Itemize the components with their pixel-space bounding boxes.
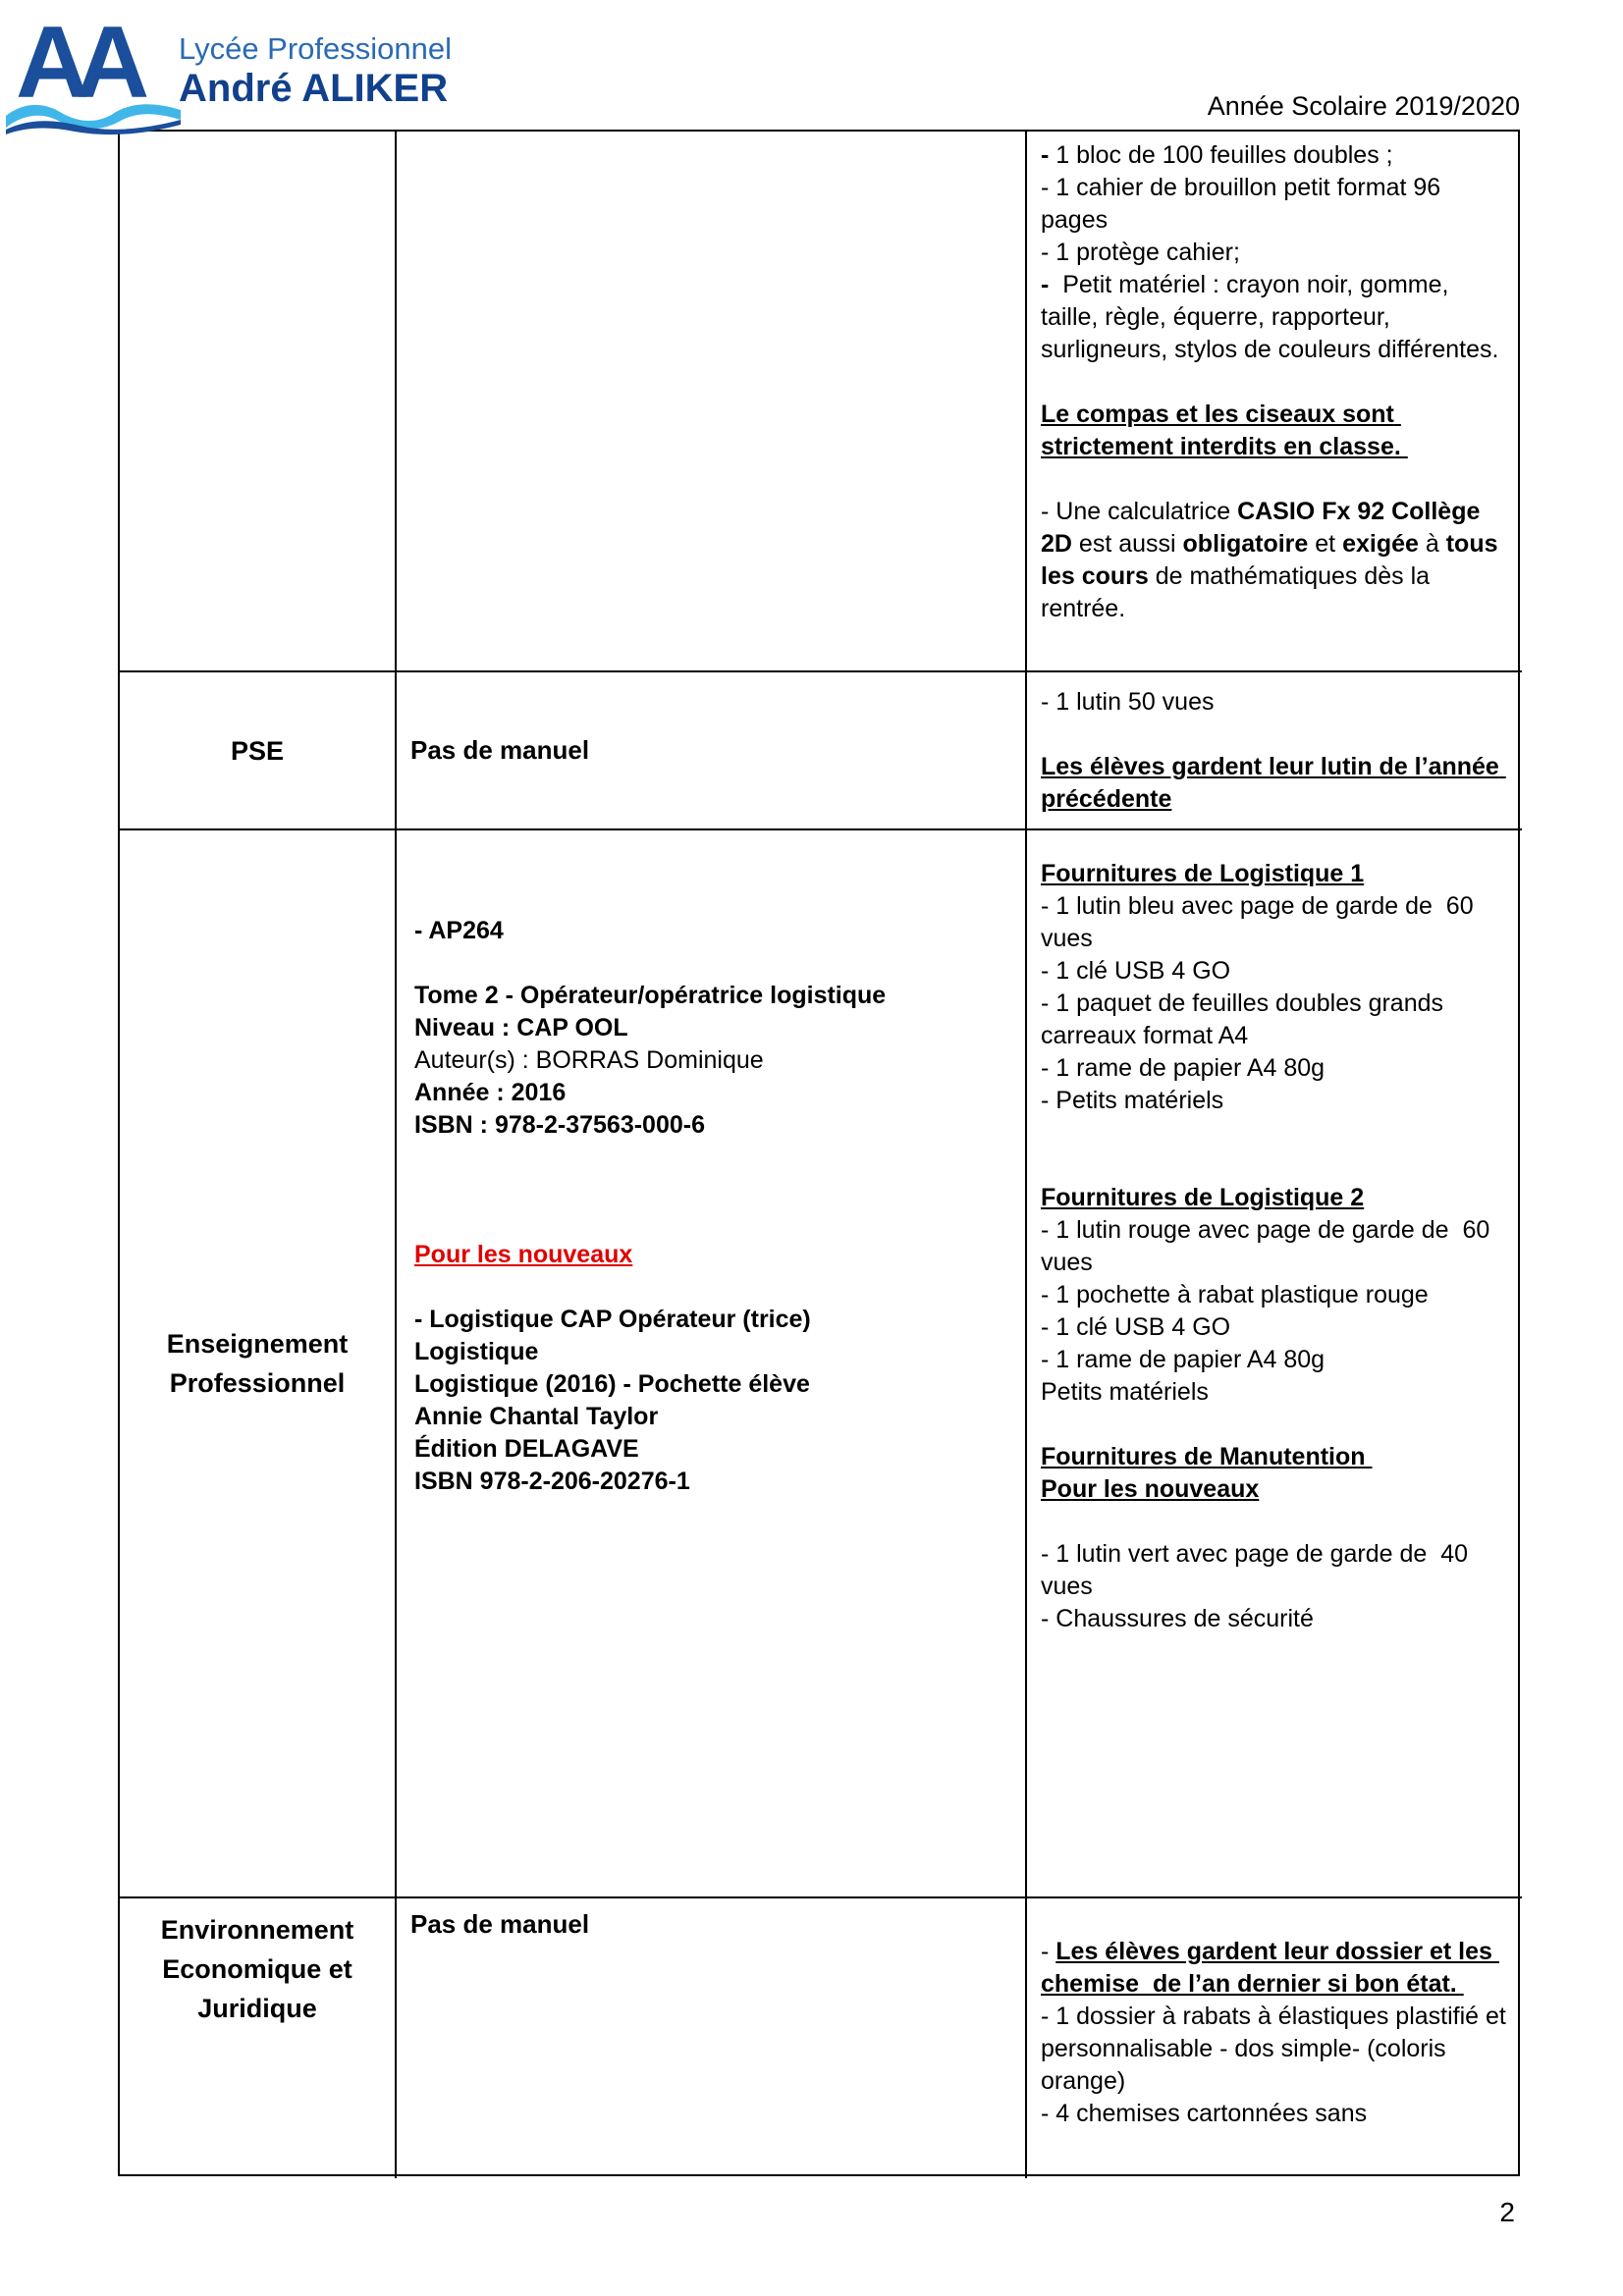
text-line: - Petit matériel : crayon noir, gomme, taille, règle, équerre, rapporteur, surligneurs, stylos de couleurs différentes. xyxy=(1041,271,1499,363)
cell-subject-eej xyxy=(120,1896,395,2178)
text-line: ISBN 978-2-206-20276-1 xyxy=(414,1468,690,1495)
text-line: - 1 lutin bleu avec page de garde de 60 vues xyxy=(1041,892,1481,952)
text-line: - Chaussures de sécurité xyxy=(1041,1605,1314,1632)
text-line xyxy=(1041,1409,1508,1441)
cell-subject-professionnel xyxy=(120,828,395,1896)
text-line: Logistique (2016) - Pochette élève xyxy=(414,1370,810,1398)
manual-label-eej: Pas de manuel xyxy=(410,1909,590,1939)
text-line: Les élèves gardent leur lutin de l’année précédente xyxy=(1041,753,1506,813)
text-line: - 1 bloc de 100 feuilles doubles ; xyxy=(1041,141,1393,169)
text-line xyxy=(1041,1149,1508,1182)
logo-mark xyxy=(16,6,151,130)
text-line xyxy=(1041,1506,1508,1538)
supplies-table xyxy=(118,130,1520,2176)
text-line xyxy=(1041,463,1508,496)
logo-text xyxy=(179,12,452,130)
text-line: Édition DELAGAVE xyxy=(414,1435,639,1463)
text-line: - Les élèves gardent leur dossier et les chemise de l’an dernier si bon état. xyxy=(1041,1938,1499,1998)
text-line: - 1 paquet de feuilles doubles grands carreaux format A4 xyxy=(1041,989,1450,1049)
text-line: - 1 pochette à rabat plastique rouge xyxy=(1041,1281,1429,1308)
text-line: - 1 dossier à rabats à élastiques plastifié et personnalisable - dos simple- (coloris orange) xyxy=(1041,2002,1513,2095)
text-line: - 1 rame de papier A4 80g xyxy=(1041,1054,1325,1082)
manual-label-pse: Pas de manuel xyxy=(410,735,590,765)
page-number: 2 xyxy=(1499,2197,1515,2227)
text-line: - 1 lutin 50 vues xyxy=(1041,688,1215,716)
text-line xyxy=(1041,1117,1508,1149)
logo-school-type: Lycée Professionnel xyxy=(179,31,453,66)
text-line: Pour les nouveaux xyxy=(414,1241,633,1268)
text-line: - AP264 xyxy=(414,917,504,944)
cell-manual-professionnel xyxy=(395,828,1025,1896)
text-line: Annie Chantal Taylor xyxy=(414,1403,659,1430)
text-line: - Petits matériels xyxy=(1041,1087,1224,1114)
text-line: - Logistique CAP Opérateur (trice) xyxy=(414,1306,811,1333)
text-line: Petits matériels xyxy=(1041,1378,1209,1406)
text-line: Pour les nouveaux xyxy=(1041,1475,1260,1503)
text-line: Fournitures de Manutention xyxy=(1041,1443,1373,1470)
cell-supplies-pse xyxy=(1025,670,1522,828)
page-header xyxy=(0,0,1623,130)
text-line xyxy=(414,1142,1007,1174)
cell-supplies-professionnel xyxy=(1025,828,1522,1896)
text-line: - 1 lutin rouge avec page de garde de 60 vues xyxy=(1041,1216,1497,1276)
text-line: Niveau : CAP OOL xyxy=(414,1014,628,1041)
text-line: Le compas et les ciseaux sont strictement interdits en classe. xyxy=(1041,400,1408,460)
logo-initials: AA xyxy=(16,6,136,120)
school-logo xyxy=(16,6,453,130)
text-line xyxy=(1041,719,1508,751)
text-line xyxy=(414,947,1007,980)
subject-label-professionnel: Enseignement Professionnel xyxy=(166,1329,349,1398)
subject-label-pse: PSE xyxy=(230,735,285,766)
text-line: - 4 chemises cartonnées sans xyxy=(1041,2100,1368,2127)
text-line: - 1 cahier de brouillon petit format 96 pages xyxy=(1041,174,1448,234)
text-line xyxy=(1041,366,1508,399)
cell-supplies-eej xyxy=(1025,1896,1522,2178)
text-line: Fournitures de Logistique 1 xyxy=(1041,860,1365,887)
cell-supplies-continued xyxy=(1025,132,1522,670)
cell-manual-pse xyxy=(395,670,1025,828)
text-line: Fournitures de Logistique 2 xyxy=(1041,1184,1365,1211)
text-line: - 1 lutin vert avec page de garde de 40 vues xyxy=(1041,1540,1475,1600)
logo-wave-icon xyxy=(6,100,181,137)
text-line: - 1 clé USB 4 GO xyxy=(1041,957,1231,985)
text-line: - 1 protège cahier; xyxy=(1041,239,1240,266)
text-line: Auteur(s) : BORRAS Dominique xyxy=(414,1046,764,1074)
text-line xyxy=(414,1271,1007,1304)
cell-subject-continued xyxy=(120,132,395,670)
subject-label-eej: Environnement Economique et Juridique xyxy=(160,1915,354,2023)
text-line: - Une calculatrice CASIO Fx 92 Collège 2D est aussi obligatoire et exigée à tous les cours de mathématiques dès la rentrée. xyxy=(1041,498,1505,622)
text-line: Tome 2 - Opérateur/opératrice logistique xyxy=(414,982,887,1009)
text-line: Année : 2016 xyxy=(414,1079,567,1106)
school-year-label: Année Scolaire 2019/2020 xyxy=(1207,91,1520,121)
cell-subject-pse xyxy=(120,670,395,828)
text-line: Logistique xyxy=(414,1338,539,1365)
logo-school-name: André ALIKER xyxy=(179,67,449,110)
text-line: ISBN : 978-2-37563-000-6 xyxy=(414,1111,705,1139)
text-line: - 1 rame de papier A4 80g xyxy=(1041,1346,1325,1373)
text-line: - 1 clé USB 4 GO xyxy=(1041,1313,1231,1341)
cell-manual-eej xyxy=(395,1896,1025,2178)
cell-manual-continued xyxy=(395,132,1025,670)
text-line xyxy=(414,1206,1007,1239)
text-line xyxy=(414,1174,1007,1206)
